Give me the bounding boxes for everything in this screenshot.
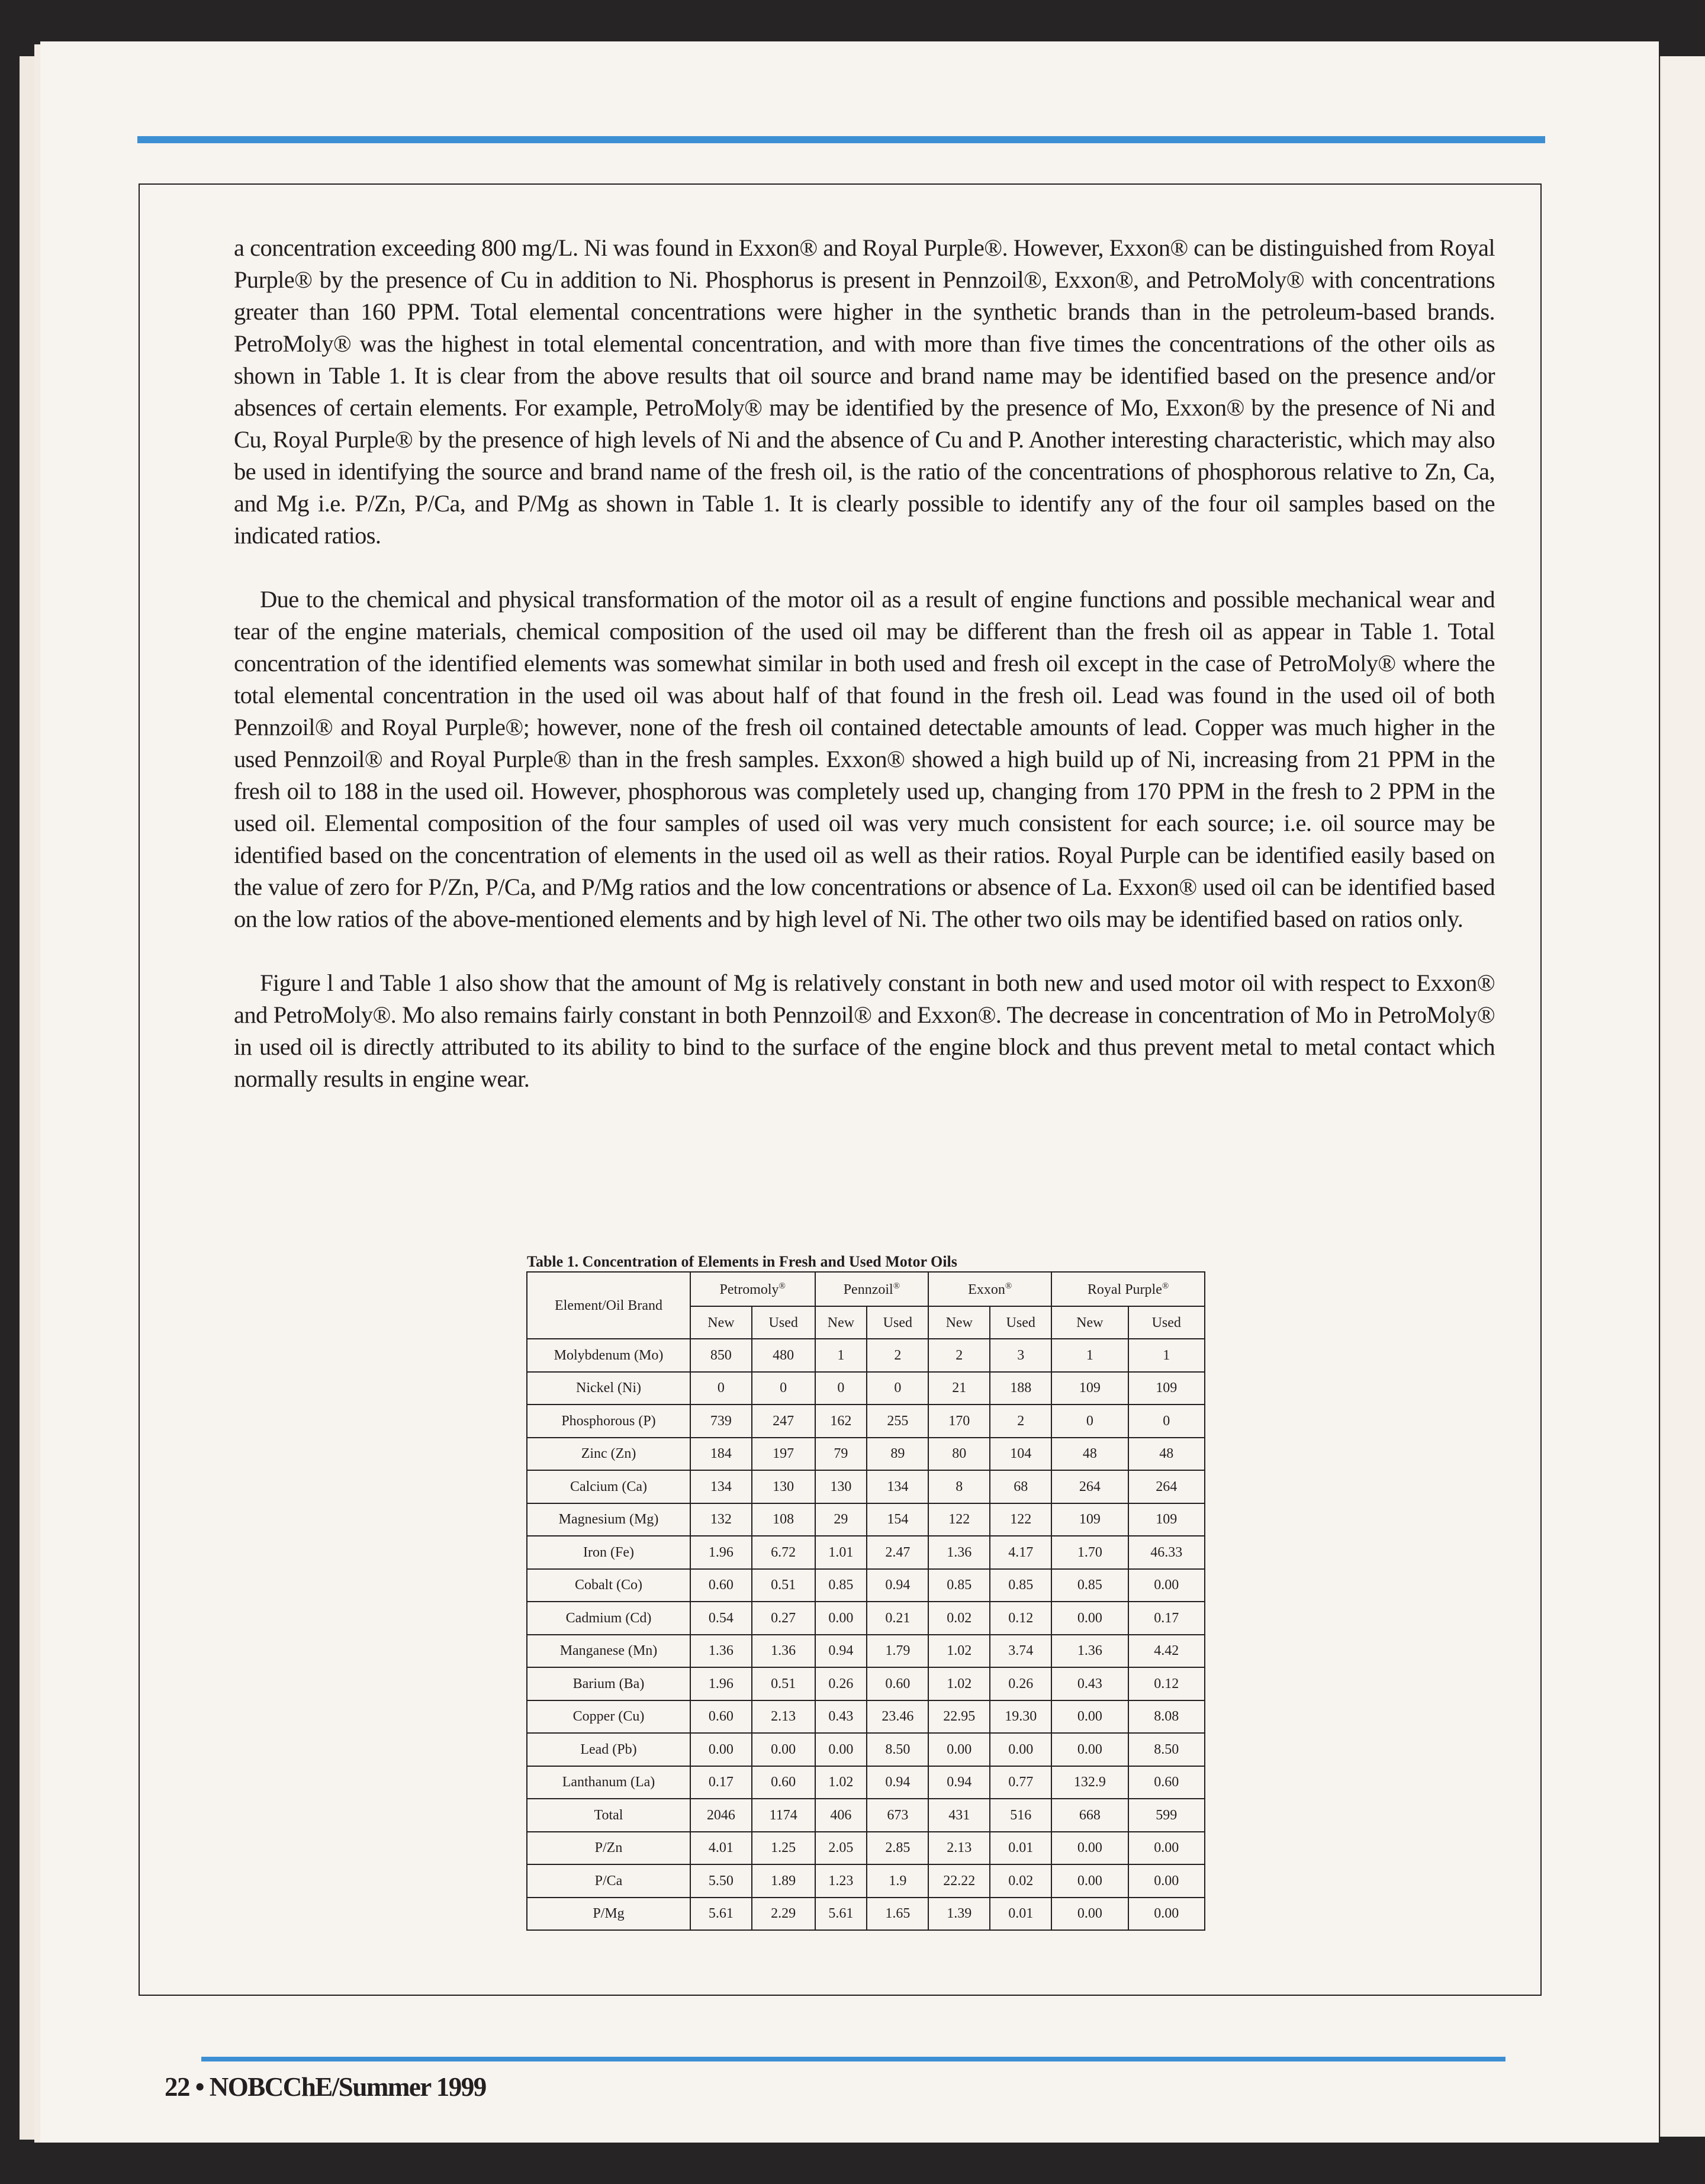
value-cell: 0.60 bbox=[690, 1569, 752, 1602]
table-row bbox=[527, 1503, 1205, 1536]
value-cell: 132.9 bbox=[1051, 1766, 1128, 1799]
value-cell: 22.22 bbox=[928, 1864, 990, 1898]
value-cell: 0.85 bbox=[928, 1569, 990, 1602]
element-label: P/Mg bbox=[527, 1898, 690, 1931]
table-row bbox=[527, 1799, 1205, 1832]
paragraph: Due to the chemical and physical transformation of the motor oil as a result of engine functions and possible mechanical wear and tear of the engine materials, chemical composition of the used oil may be different than the fresh oil as appear in Table 1. Total concentration of the identified elements was somewhat similar in both used and fresh oil except in the case of PetroMoly® where the total elemental concentration in the used oil was about half of that found in the fresh oil. Lead was found in the used oil of both Pennzoil® and Royal Purple®; however, none of the fresh oil contained detectable amounts of lead. Copper was much higher in the used Pennzoil® and Royal Purple® than in the fresh samples. Exxon® showed a high build up of Ni, increasing from 21 PPM in the fresh oil to 188 in the used oil. However, phosphorous was completely used up, changing from 170 PPM in the fresh to 2 PPM in the used oil. Elemental composition of the four samples of used oil was very much consistent for each source; i.e. oil source may be identified based on the concentration of elements in the used oil as well as their ratios. Royal Purple can be identified easily based on the value of zero for P/Zn, P/Ca, and P/Mg ratios and the low concentrations or absence of La. Exxon® used oil can be identified based on the low ratios of the above-mentioned elements and by high level of Ni. The other two oils may be identified based on ratios only. bbox=[234, 586, 1495, 932]
value-cell: 0.94 bbox=[867, 1766, 928, 1799]
element-label: Phosphorous (P) bbox=[527, 1405, 690, 1438]
value-cell: 0 bbox=[690, 1372, 752, 1405]
value-cell: 79 bbox=[815, 1438, 867, 1471]
table-caption: Table 1. Concentration of Elements in Fresh and Used Motor Oils bbox=[527, 1253, 957, 1270]
element-label: Zinc (Zn) bbox=[527, 1438, 690, 1471]
table-row bbox=[527, 1898, 1205, 1931]
value-cell: 109 bbox=[1128, 1372, 1205, 1405]
element-label: Total bbox=[527, 1799, 690, 1832]
value-cell: 68 bbox=[990, 1470, 1051, 1503]
value-cell: 1.01 bbox=[815, 1536, 867, 1569]
value-cell: 406 bbox=[815, 1799, 867, 1832]
paragraph: Figure l and Table 1 also show that the amount of Mg is relatively constant in both new and used motor oil with respect to Exxon® and PetroMoly®. Mo also remains fairly constant in both Pennzoil® and Exxon®. The decrease in concentration of Mo in PetroMoly® in used oil is directly attributed to its ability to bind to the surface of the engine block and thus prevent metal to metal contact which normally results in engine wear. bbox=[234, 969, 1495, 1092]
table-row bbox=[527, 1470, 1205, 1503]
value-cell: 89 bbox=[867, 1438, 928, 1471]
value-cell: 0.00 bbox=[1051, 1733, 1128, 1766]
brand-name: Royal Purple bbox=[1087, 1281, 1162, 1297]
value-cell: 1 bbox=[1128, 1339, 1205, 1372]
sub-header: Used bbox=[1128, 1306, 1205, 1339]
sub-header: New bbox=[815, 1306, 867, 1339]
registered-mark: ® bbox=[1005, 1281, 1012, 1291]
brand-name: Petromoly bbox=[719, 1281, 779, 1297]
value-cell: 0.60 bbox=[867, 1667, 928, 1700]
sub-header: Used bbox=[990, 1306, 1051, 1339]
value-cell: 431 bbox=[928, 1799, 990, 1832]
value-cell: 0.00 bbox=[1051, 1898, 1128, 1931]
value-cell: 0.26 bbox=[990, 1667, 1051, 1700]
value-cell: 599 bbox=[1128, 1799, 1205, 1832]
value-cell: 0.00 bbox=[1051, 1832, 1128, 1865]
value-cell: 8.50 bbox=[867, 1733, 928, 1766]
value-cell: 197 bbox=[752, 1438, 815, 1471]
value-cell: 1.39 bbox=[928, 1898, 990, 1931]
value-cell: 2 bbox=[990, 1405, 1051, 1438]
value-cell: 264 bbox=[1051, 1470, 1128, 1503]
value-cell: 0.00 bbox=[690, 1733, 752, 1766]
sub-header: New bbox=[1051, 1306, 1128, 1339]
value-cell: 0.85 bbox=[1051, 1569, 1128, 1602]
brand-name: Exxon bbox=[968, 1281, 1005, 1297]
table-row bbox=[527, 1569, 1205, 1602]
element-label: Barium (Ba) bbox=[527, 1667, 690, 1700]
value-cell: 0.01 bbox=[990, 1898, 1051, 1931]
value-cell: 4.42 bbox=[1128, 1635, 1205, 1668]
value-cell: 132 bbox=[690, 1503, 752, 1536]
value-cell: 0.12 bbox=[1128, 1667, 1205, 1700]
value-cell: 1.36 bbox=[928, 1536, 990, 1569]
element-label: Calcium (Ca) bbox=[527, 1470, 690, 1503]
value-cell: 0 bbox=[1128, 1405, 1205, 1438]
value-cell: 1.02 bbox=[928, 1667, 990, 1700]
value-cell: 80 bbox=[928, 1438, 990, 1471]
value-cell: 134 bbox=[690, 1470, 752, 1503]
value-cell: 2.85 bbox=[867, 1832, 928, 1865]
value-cell: 5.61 bbox=[815, 1898, 867, 1931]
next-page-edge bbox=[1660, 56, 1705, 2137]
value-cell: 130 bbox=[815, 1470, 867, 1503]
value-cell: 0.21 bbox=[867, 1602, 928, 1635]
value-cell: 0.85 bbox=[815, 1569, 867, 1602]
value-cell: 1.02 bbox=[928, 1635, 990, 1668]
sub-header: New bbox=[928, 1306, 990, 1339]
footer-rule bbox=[201, 2057, 1505, 2061]
corner-header: Element/Oil Brand bbox=[527, 1272, 690, 1339]
value-cell: 22.95 bbox=[928, 1700, 990, 1734]
value-cell: 480 bbox=[752, 1339, 815, 1372]
table-row bbox=[527, 1733, 1205, 1766]
value-cell: 0.00 bbox=[1051, 1602, 1128, 1635]
value-cell: 0.00 bbox=[752, 1733, 815, 1766]
value-cell: 1.23 bbox=[815, 1864, 867, 1898]
value-cell: 3 bbox=[990, 1339, 1051, 1372]
value-cell: 668 bbox=[1051, 1799, 1128, 1832]
value-cell: 0.00 bbox=[1128, 1832, 1205, 1865]
element-label: Iron (Fe) bbox=[527, 1536, 690, 1569]
value-cell: 264 bbox=[1128, 1470, 1205, 1503]
value-cell: 48 bbox=[1051, 1438, 1128, 1471]
value-cell: 0 bbox=[867, 1372, 928, 1405]
value-cell: 0.51 bbox=[752, 1667, 815, 1700]
brand-header bbox=[1051, 1272, 1205, 1306]
value-cell: 1.79 bbox=[867, 1635, 928, 1668]
table-row bbox=[527, 1667, 1205, 1700]
table-body bbox=[527, 1339, 1205, 1930]
value-cell: 1.9 bbox=[867, 1864, 928, 1898]
element-label: Cadmium (Cd) bbox=[527, 1602, 690, 1635]
element-label: Copper (Cu) bbox=[527, 1700, 690, 1734]
sub-header: New bbox=[690, 1306, 752, 1339]
element-concentration-table bbox=[526, 1271, 1205, 1931]
sub-header: Used bbox=[867, 1306, 928, 1339]
value-cell: 1.36 bbox=[752, 1635, 815, 1668]
value-cell: 673 bbox=[867, 1799, 928, 1832]
value-cell: 4.01 bbox=[690, 1832, 752, 1865]
value-cell: 1174 bbox=[752, 1799, 815, 1832]
value-cell: 188 bbox=[990, 1372, 1051, 1405]
value-cell: 23.46 bbox=[867, 1700, 928, 1734]
value-cell: 0.00 bbox=[815, 1602, 867, 1635]
page-footer: 22 • NOBCChE/Summer 1999 bbox=[165, 2072, 486, 2102]
element-label: Lanthanum (La) bbox=[527, 1766, 690, 1799]
value-cell: 122 bbox=[990, 1503, 1051, 1536]
value-cell: 8.08 bbox=[1128, 1700, 1205, 1734]
value-cell: 48 bbox=[1128, 1438, 1205, 1471]
brand-header bbox=[928, 1272, 1051, 1306]
value-cell: 0.43 bbox=[1051, 1667, 1128, 1700]
value-cell: 1.36 bbox=[1051, 1635, 1128, 1668]
paragraph: a concentration exceeding 800 mg/L. Ni was found in Exxon® and Royal Purple®. However, Exxon® can be distinguished from Royal Purple® by the presence of Cu in addition to Ni. Phosphorus is present in Pennzoil®, Exxon®, and PetroMoly® with concentrations greater than 160 PPM. Total elemental concentrations were higher in the synthetic brands than in the petroleum-based brands. PetroMoly® was the highest in total elemental concentration, and with more than five times the concentrations of the other oils as shown in Table 1. It is clear from the above results that oil source and brand name may be identified based on the presence and/or absences of certain elements. For example, PetroMoly® may be identified by the presence of Mo, Exxon® by the presence of Ni and Cu, Royal Purple® by the presence of high levels of Ni and the absence of Cu and P. Another interesting characteristic, which may also be used in identifying the source and brand name of the fresh oil, is the ratio of the concentrations of phosphorous relative to Zn, Ca, and Mg i.e. P/Zn, P/Ca, and P/Mg as shown in Table 1. It is clearly possible to identify any of the four oil samples based on the indicated ratios. bbox=[234, 234, 1495, 549]
value-cell: 134 bbox=[867, 1470, 928, 1503]
value-cell: 122 bbox=[928, 1503, 990, 1536]
value-cell: 2.13 bbox=[752, 1700, 815, 1734]
registered-mark: ® bbox=[893, 1281, 900, 1291]
brand-name: Pennzoil bbox=[843, 1281, 893, 1297]
value-cell: 1.96 bbox=[690, 1536, 752, 1569]
value-cell: 184 bbox=[690, 1438, 752, 1471]
value-cell: 2.47 bbox=[867, 1536, 928, 1569]
value-cell: 0.27 bbox=[752, 1602, 815, 1635]
element-label: Molybdenum (Mo) bbox=[527, 1339, 690, 1372]
table-row bbox=[527, 1864, 1205, 1898]
element-label: P/Ca bbox=[527, 1864, 690, 1898]
value-cell: 0 bbox=[1051, 1405, 1128, 1438]
value-cell: 109 bbox=[1051, 1372, 1128, 1405]
value-cell: 2 bbox=[928, 1339, 990, 1372]
element-label: Magnesium (Mg) bbox=[527, 1503, 690, 1536]
value-cell: 154 bbox=[867, 1503, 928, 1536]
table-row bbox=[527, 1700, 1205, 1734]
brand-header bbox=[690, 1272, 815, 1306]
sub-header: Used bbox=[752, 1306, 815, 1339]
value-cell: 1.02 bbox=[815, 1766, 867, 1799]
value-cell: 0 bbox=[815, 1372, 867, 1405]
value-cell: 109 bbox=[1128, 1503, 1205, 1536]
table-row bbox=[527, 1536, 1205, 1569]
value-cell: 0.60 bbox=[690, 1700, 752, 1734]
registered-mark: ® bbox=[1162, 1281, 1169, 1291]
header-rule bbox=[137, 136, 1545, 143]
value-cell: 130 bbox=[752, 1470, 815, 1503]
value-cell: 162 bbox=[815, 1405, 867, 1438]
value-cell: 0 bbox=[752, 1372, 815, 1405]
value-cell: 0.12 bbox=[990, 1602, 1051, 1635]
value-cell: 739 bbox=[690, 1405, 752, 1438]
value-cell: 1.25 bbox=[752, 1832, 815, 1865]
value-cell: 1.96 bbox=[690, 1667, 752, 1700]
value-cell: 0.54 bbox=[690, 1602, 752, 1635]
value-cell: 516 bbox=[990, 1799, 1051, 1832]
value-cell: 8 bbox=[928, 1470, 990, 1503]
value-cell: 1.70 bbox=[1051, 1536, 1128, 1569]
value-cell: 4.17 bbox=[990, 1536, 1051, 1569]
value-cell: 2.05 bbox=[815, 1832, 867, 1865]
article-body bbox=[234, 232, 1495, 1127]
value-cell: 108 bbox=[752, 1503, 815, 1536]
value-cell: 0.77 bbox=[990, 1766, 1051, 1799]
value-cell: 0.00 bbox=[990, 1733, 1051, 1766]
table-row bbox=[527, 1635, 1205, 1668]
value-cell: 0.51 bbox=[752, 1569, 815, 1602]
value-cell: 0.01 bbox=[990, 1832, 1051, 1865]
value-cell: 19.30 bbox=[990, 1700, 1051, 1734]
value-cell: 1.65 bbox=[867, 1898, 928, 1931]
value-cell: 0.17 bbox=[690, 1766, 752, 1799]
value-cell: 0.00 bbox=[1128, 1569, 1205, 1602]
value-cell: 2 bbox=[867, 1339, 928, 1372]
table-row bbox=[527, 1602, 1205, 1635]
value-cell: 2.29 bbox=[752, 1898, 815, 1931]
value-cell: 1 bbox=[1051, 1339, 1128, 1372]
value-cell: 0.17 bbox=[1128, 1602, 1205, 1635]
value-cell: 6.72 bbox=[752, 1536, 815, 1569]
value-cell: 255 bbox=[867, 1405, 928, 1438]
value-cell: 0.60 bbox=[1128, 1766, 1205, 1799]
value-cell: 5.50 bbox=[690, 1864, 752, 1898]
value-cell: 0.26 bbox=[815, 1667, 867, 1700]
value-cell: 29 bbox=[815, 1503, 867, 1536]
table-row bbox=[527, 1405, 1205, 1438]
value-cell: 0.00 bbox=[1051, 1700, 1128, 1734]
value-cell: 0.00 bbox=[1051, 1864, 1128, 1898]
value-cell: 1.36 bbox=[690, 1635, 752, 1668]
table-row bbox=[527, 1339, 1205, 1372]
element-label: P/Zn bbox=[527, 1832, 690, 1865]
element-label: Cobalt (Co) bbox=[527, 1569, 690, 1602]
value-cell: 0.00 bbox=[1128, 1864, 1205, 1898]
element-label: Nickel (Ni) bbox=[527, 1372, 690, 1405]
value-cell: 247 bbox=[752, 1405, 815, 1438]
value-cell: 850 bbox=[690, 1339, 752, 1372]
value-cell: 0.00 bbox=[815, 1733, 867, 1766]
table-row bbox=[527, 1766, 1205, 1799]
element-label: Manganese (Mn) bbox=[527, 1635, 690, 1668]
value-cell: 0.02 bbox=[990, 1864, 1051, 1898]
registered-mark: ® bbox=[778, 1281, 786, 1291]
value-cell: 104 bbox=[990, 1438, 1051, 1471]
brand-header-row bbox=[527, 1272, 1205, 1306]
value-cell: 0.02 bbox=[928, 1602, 990, 1635]
value-cell: 0.94 bbox=[928, 1766, 990, 1799]
value-cell: 2.13 bbox=[928, 1832, 990, 1865]
value-cell: 0.94 bbox=[815, 1635, 867, 1668]
brand-header bbox=[815, 1272, 929, 1306]
value-cell: 3.74 bbox=[990, 1635, 1051, 1668]
element-label: Lead (Pb) bbox=[527, 1733, 690, 1766]
value-cell: 8.50 bbox=[1128, 1733, 1205, 1766]
value-cell: 0.85 bbox=[990, 1569, 1051, 1602]
value-cell: 46.33 bbox=[1128, 1536, 1205, 1569]
value-cell: 109 bbox=[1051, 1503, 1128, 1536]
value-cell: 0.43 bbox=[815, 1700, 867, 1734]
table-row bbox=[527, 1832, 1205, 1865]
value-cell: 0.00 bbox=[928, 1733, 990, 1766]
value-cell: 170 bbox=[928, 1405, 990, 1438]
value-cell: 0.00 bbox=[1128, 1898, 1205, 1931]
table-row bbox=[527, 1372, 1205, 1405]
value-cell: 2046 bbox=[690, 1799, 752, 1832]
table-row bbox=[527, 1438, 1205, 1471]
value-cell: 1.89 bbox=[752, 1864, 815, 1898]
value-cell: 0.94 bbox=[867, 1569, 928, 1602]
value-cell: 21 bbox=[928, 1372, 990, 1405]
value-cell: 5.61 bbox=[690, 1898, 752, 1931]
value-cell: 1 bbox=[815, 1339, 867, 1372]
value-cell: 0.60 bbox=[752, 1766, 815, 1799]
